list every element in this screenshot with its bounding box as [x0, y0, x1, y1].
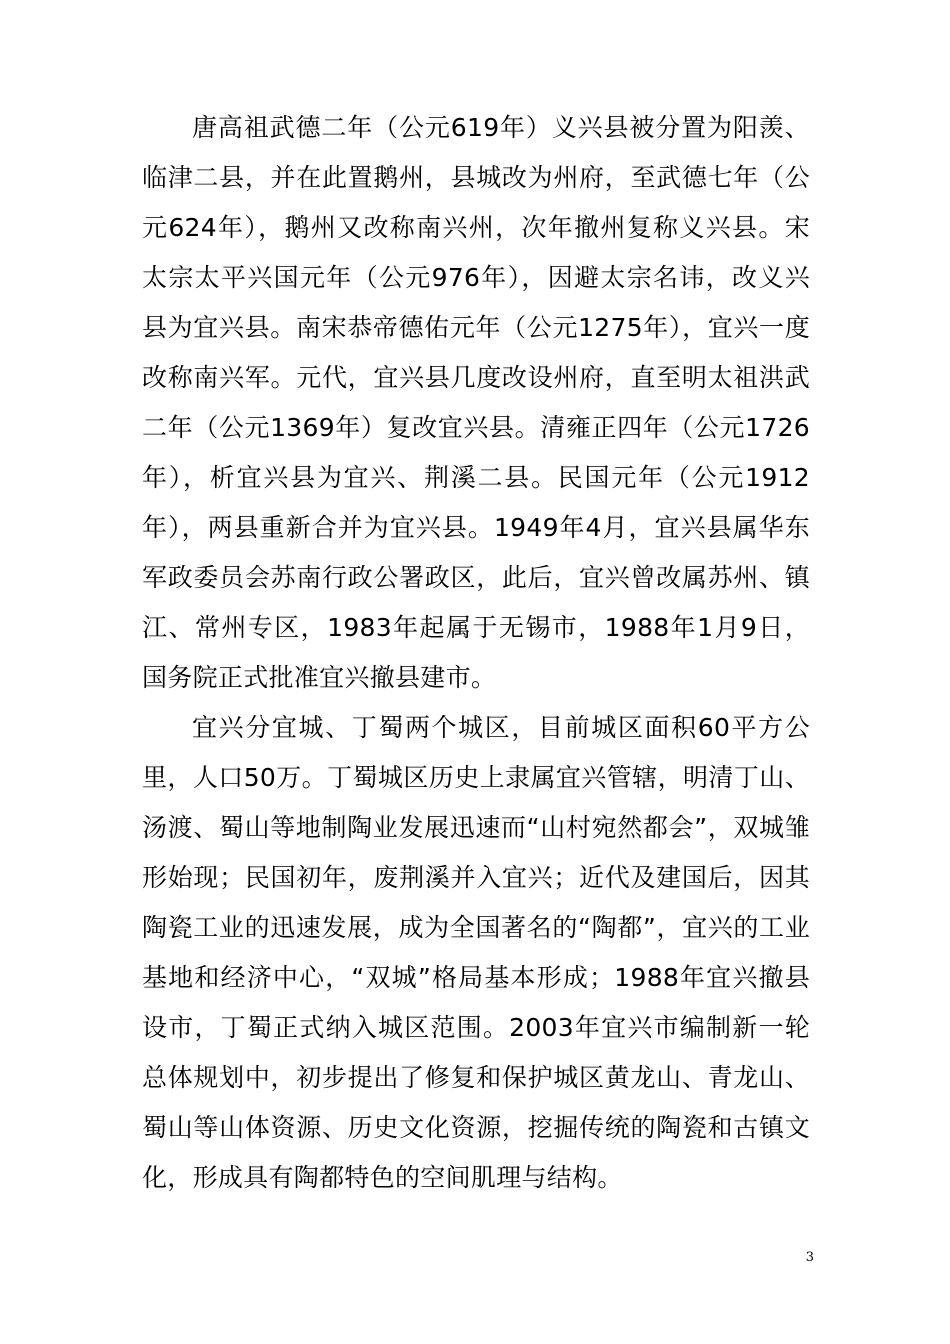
page-number: 3 — [805, 1250, 814, 1265]
document-body — [142, 103, 810, 1203]
paragraph-urban-districts: 宜兴分宜城、丁蜀两个城区，目前城区面积60平方公里，人口50万。丁蜀城区历史上隶属宜兴管辖，明清丁山、汤渡、蜀山等地制陶业发展迅速而“山村宛然都会”，双城雏形始现；民国初年，废荆溪并入宜兴；近代及建国后，因其陶瓷工业的迅速发展，成为全国著名的“陶都”，宜兴的工业基地和经济中心，“双城”格局基本形成；1988年宜兴撤县设市，丁蜀正式纳入城区范围。2003年宜兴市编制新一轮总体规划中，初步提出了修复和保护城区黄龙山、青龙山、蜀山等山体资源、历史文化资源，挖掘传统的陶瓷和古镇文化，形成具有陶都特色的空间肌理与结构。 — [142, 713, 810, 1192]
paragraph-history: 唐高祖武德二年（公元619年）义兴县被分置为阳羡、临津二县，并在此置鹅州，县城改为州府，至武德七年（公元624年），鹅州又改称南兴州，次年撤州复称义兴县。宋太宗太平兴国元年（公元976年），因避太宗名讳，改义兴县为宜兴县。南宋恭帝德佑元年（公元1275年），宜兴一度改称南兴军。元代，宜兴县几度改设州府，直至明太祖洪武二年（公元1369年）复改宜兴县。清雍正四年（公元1726年），析宜兴县为宜兴、荆溪二县。民国元年（公元1912年），两县重新合并为宜兴县。1949年4月，宜兴县属华东军政委员会苏南行政公署政区，此后，宜兴曾改属苏州、镇江、常州专区，1983年起属于无锡市，1988年1月9日，国务院正式批准宜兴撤县建市。 — [142, 113, 810, 692]
